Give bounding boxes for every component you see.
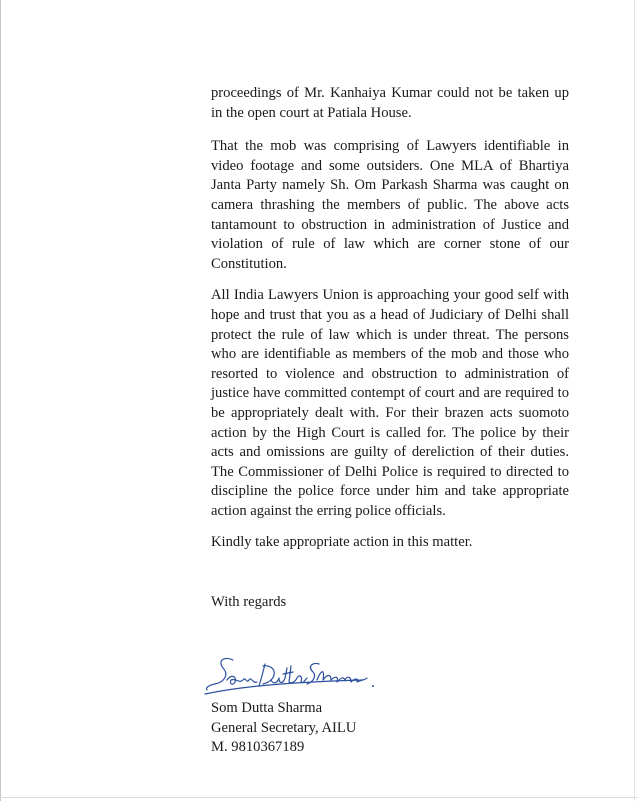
closing-salutation: With regards — [211, 594, 287, 611]
paragraph-3: All India Lawyers Union is approaching your good self with hope and trust that you as a head of Judiciary of Delhi shall protect the rule of law which is under threat. The persons who are identifiable as members of the mob and those who resorted to violence and obstruction to administration of justice have committed contempt of court and are required to be appropriately dealt with. For their brazen acts suomoto action by the High Court is called for. The police by their acts and omissions are guilty of dereliction of their duties. The Commissioner of Delhi Police is required to directed to discipline the police force under him and take appropriate action against the erring police officials. — [211, 287, 569, 519]
page-edge-left — [0, 0, 1, 801]
letter-body — [211, 84, 569, 613]
page-edge-right — [634, 0, 635, 801]
paragraph-2: That the mob was comprising of Lawyers identifiable in video footage and some outsiders. One MLA of Bhartiya Janta Party namely Sh. Om Parkash Sharma was caught on camera thrashing the members of public. The above acts tantamount to obstruction in administration of Justice and violation of rule of law which are corner stone of our Constitution. — [211, 138, 569, 272]
signatory-name: Som Dutta Sharma — [211, 700, 323, 716]
signatory-designation: General Secretary, AILU — [211, 719, 357, 736]
signatory-phone: M. 9810367189 — [211, 739, 305, 756]
paragraph-4: Kindly take appropriate action in this matter. — [211, 534, 473, 551]
page-edge-bottom — [0, 797, 638, 798]
handwritten-signature — [203, 650, 383, 700]
signatory-block — [211, 699, 356, 758]
paragraph-1: proceedings of Mr. Kanhaiya Kumar could not be taken up in the open court at Patiala House. — [211, 85, 569, 121]
